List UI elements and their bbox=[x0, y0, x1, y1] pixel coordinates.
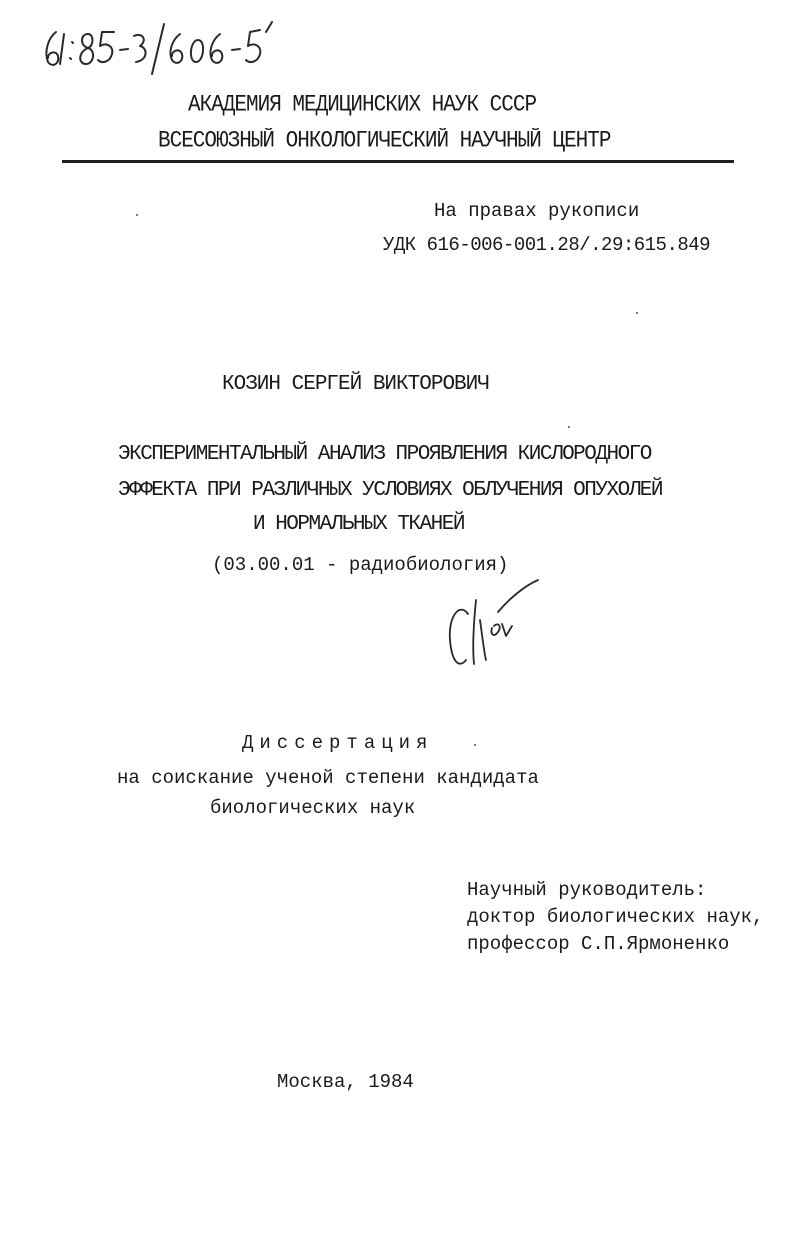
title-line-3: И НОРМАЛЬНЫХ ТКАНЕЙ bbox=[253, 513, 464, 536]
title-line-2: ЭФФЕКТА ПРИ РАЗЛИЧНЫХ УСЛОВИЯХ ОБЛУЧЕНИЯ ОПУХОЛЕЙ bbox=[118, 479, 663, 502]
specialty-code: (03.00.01 - радиобиология) bbox=[212, 554, 509, 576]
author-name: КОЗИН СЕРГЕЙ ВИКТОРОВИЧ bbox=[222, 373, 489, 396]
degree-purpose-line-2: биологических наук bbox=[210, 797, 416, 819]
scan-speck bbox=[636, 312, 638, 314]
document-type: Диссертация bbox=[242, 732, 434, 754]
title-line-1: ЭКСПЕРИМЕНТАЛЬНЫЙ АНАЛИЗ ПРОЯВЛЕНИЯ КИСЛОРОДНОГО bbox=[118, 443, 651, 466]
organization-line-2: ВСЕСОЮЗНЫЙ ОНКОЛОГИЧЕСКИЙ НАУЧНЫЙ ЦЕНТР bbox=[158, 129, 611, 154]
scan-speck bbox=[568, 426, 570, 428]
place-and-year: Москва, 1984 bbox=[277, 1071, 414, 1093]
handwritten-archive-code bbox=[40, 18, 290, 78]
scan-speck bbox=[136, 214, 138, 216]
rights-note: На правах рукописи bbox=[434, 200, 640, 222]
udc-code: УДК 616-006-001.28/.29:615.849 bbox=[383, 234, 711, 256]
handwritten-signature bbox=[438, 572, 548, 676]
supervisor-degree: доктор биологических наук, bbox=[467, 906, 764, 928]
degree-purpose-line-1: на соискание ученой степени кандидата bbox=[117, 767, 539, 789]
scan-speck bbox=[474, 744, 476, 746]
header-divider bbox=[62, 160, 734, 163]
organization-line-1: АКАДЕМИЯ МЕДИЦИНСКИХ НАУК СССР bbox=[188, 93, 537, 118]
supervisor-label: Научный руководитель: bbox=[467, 879, 707, 901]
supervisor-name: профессор С.П.Ярмоненко bbox=[467, 933, 730, 955]
